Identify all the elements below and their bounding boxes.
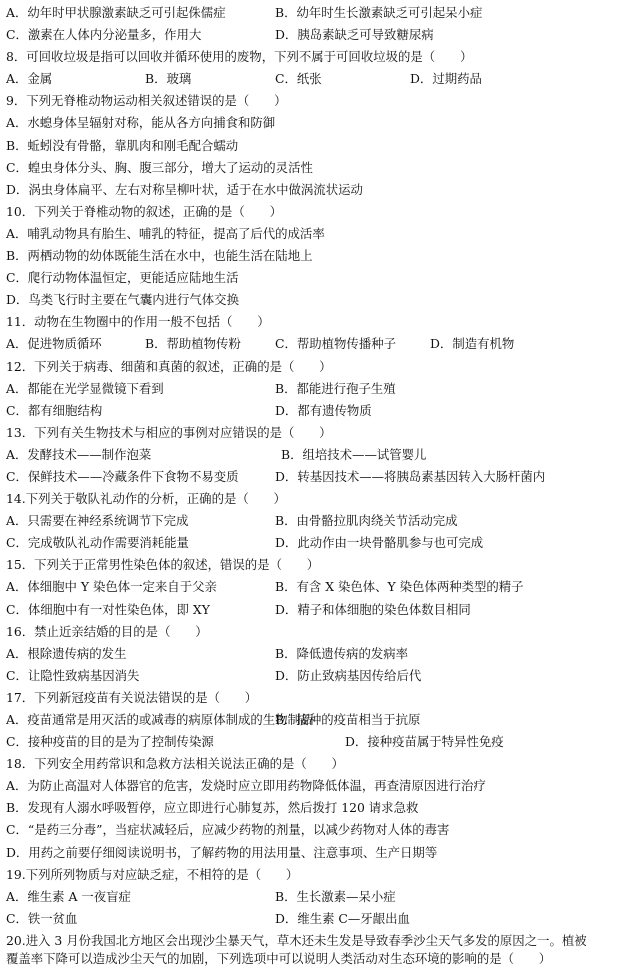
option-a: A．促进物质循环 — [6, 336, 102, 352]
option-row — [0, 709, 640, 731]
option-row — [0, 466, 640, 488]
option-row — [0, 576, 640, 598]
option-a: A．只需要在神经系统调节下完成 — [6, 513, 189, 529]
option-a: A．疫苗通常是用灭活的或减毒的病原体制成的生物制品 — [6, 712, 313, 727]
question-line: 16．禁止近亲结婚的目的是（ ） — [6, 623, 208, 639]
option-row — [0, 400, 640, 422]
option-a: C．铁一贫血 — [6, 910, 78, 926]
cut-off-line — [0, 951, 640, 967]
option-a: A．根除遗传病的发生 — [6, 645, 127, 661]
option-d: D．制造有机物 — [430, 336, 515, 352]
option-row — [0, 510, 640, 532]
option-a: C．完成敬队礼动作需要消耗能量 — [6, 535, 189, 551]
question-line: 9．下列无脊椎动物运动相关叙述错误的是（ ） — [6, 93, 287, 109]
option-b: B．有含 X 染色体、Y 染色体两种类型的精子 — [275, 579, 524, 595]
option-row — [0, 68, 640, 90]
question-line: 13．下列有关生物技术与相应的事例对应错误的是（ ） — [6, 424, 332, 440]
option-a: A．体细胞中 Y 染色体一定来自于父亲 — [6, 579, 217, 595]
question-line: B．两栖动物的幼体既能生活在水中，也能生活在陆地上 — [6, 248, 313, 264]
option-b: B．玻璃 — [145, 71, 192, 87]
option-b: D．此动作由一块骨骼肌参与也可完成 — [275, 535, 484, 551]
question-line: B．发现有人溺水呼吸暂停，应立即进行心肺复苏，然后拨打 120 请求急救 — [6, 800, 419, 816]
option-c: C．帮助植物传播种子 — [275, 336, 396, 352]
option-a: A．幼年时甲状腺激素缺乏可引起侏儒症 — [6, 5, 226, 20]
option-row — [0, 333, 640, 355]
option-b: B．由骨骼拉肌肉绕关节活动完成 — [275, 513, 458, 529]
option-a: C．体细胞中有一对性染色体，即 XY — [6, 601, 210, 617]
option-b: B．接种的疫苗相当于抗原 — [275, 712, 421, 727]
option-b: D．胰岛素缺乏可导致糖尿病 — [275, 27, 434, 43]
question-line: 8．可回收垃圾是指可以回收并循环使用的废物，下列不属于可回收垃圾的是（ ） — [6, 49, 473, 65]
option-a: C．保鲜技术——冷藏条件下食物不易变质 — [6, 468, 239, 484]
option-row — [0, 378, 640, 400]
option-row — [0, 2, 640, 24]
question-line: 14.下列关于敬队礼动作的分析，正确的是（ ） — [6, 491, 286, 507]
question-line: 19.下列所列物质与对应缺乏症，不相符的是（ ） — [6, 866, 299, 882]
option-a: A．金属 — [6, 71, 53, 87]
question-line: A．水螅身体呈辐射对称，能从各方向捕食和防御 — [6, 115, 276, 131]
option-row — [0, 643, 640, 665]
option-b: B．组培技术——试管婴儿 — [281, 446, 427, 462]
option-b: D．维生素 C—牙龈出血 — [275, 910, 410, 926]
question-line: D．用药之前要仔细阅读说明书，了解药物的用法用量、注意事项、生产日期等 — [6, 844, 438, 860]
option-b: B．生长激素—呆小症 — [275, 888, 396, 904]
option-b: D．接种疫苗属于特异性免疫 — [345, 734, 504, 750]
option-row — [0, 444, 640, 466]
option-d: D．过期药品 — [410, 71, 482, 87]
option-row — [0, 665, 640, 687]
question-line: C．蝗虫身体分头、胸、腹三部分，增大了运动的灵活性 — [6, 159, 313, 175]
option-a: A．发酵技术——制作泡菜 — [6, 446, 152, 462]
question-line: D．涡虫身体扁平、左右对称呈柳叶状，适于在水中做涡流状运动 — [6, 181, 363, 197]
question-line: D．鸟类飞行时主要在气囊内进行气体交换 — [6, 292, 239, 308]
question-line: 18．下列安全用药常识和急救方法相关说法正确的是（ ） — [6, 756, 344, 772]
option-b: B．幼年时生长激素缺乏可引起呆小症 — [275, 5, 483, 20]
cut-off-text: 覆盖率下降可以造成沙尘天气的加剧，下列选项中可以说明人类活动对生态环境的影响的是（ ） — [6, 951, 552, 967]
option-b: D．防止致病基因传给后代 — [275, 667, 422, 683]
question-line: C．“是药三分毒”，当症状减轻后，应减少药物的剂量，以减少药物对人体的毒害 — [6, 822, 450, 838]
question-line: 15．下列关于正常男性染色体的叙述，错误的是（ ） — [6, 557, 320, 573]
question-line: 10．下列关于脊椎动物的叙述，正确的是（ ） — [6, 203, 282, 219]
option-row — [0, 908, 640, 930]
option-a: C．都有细胞结构 — [6, 402, 103, 418]
option-c: C．纸张 — [275, 71, 322, 87]
option-b: D．都有遗传物质 — [275, 402, 372, 418]
option-row — [0, 532, 640, 554]
option-a: A．都能在光学显微镜下看到 — [6, 380, 164, 396]
option-a: A．维生素 A 一夜盲症 — [6, 888, 131, 904]
question-line: A．哺乳动物具有胎生、哺乳的特征，提高了后代的成活率 — [6, 225, 325, 241]
option-a: C．让隐性致病基因消失 — [6, 667, 140, 683]
question-line: B．蚯蚓没有骨骼，靠肌肉和刚毛配合蠕动 — [6, 137, 239, 153]
question-line: 20.进入 3 月份我国北方地区会出现沙尘暴天气，草木还未生发是导致春季沙尘天气多发的原因之一。植被 — [6, 932, 587, 948]
option-b: B．都能进行孢子生殖 — [275, 380, 396, 396]
option-row — [0, 886, 640, 908]
question-line: 11．动物在生物圈中的作用一般不包括（ ） — [6, 314, 270, 330]
question-line: A．为防止高温对人体器官的危害，发烧时应立即用药物降低体温，再查清原因进行治疗 — [6, 778, 486, 794]
option-row — [0, 24, 640, 46]
option-b: D．精子和体细胞的染色体数目相同 — [275, 601, 471, 617]
option-b: B．帮助植物传粉 — [145, 336, 241, 352]
question-line: 12．下列关于病毒、细菌和真菌的叙述，正确的是（ ） — [6, 358, 332, 374]
question-line: C．爬行动物体温恒定，更能适应陆地生活 — [6, 270, 239, 286]
option-row — [0, 731, 640, 753]
option-a: C．激素在人体内分泌量多，作用大 — [6, 27, 202, 43]
option-b: D．转基因技术——将胰岛素基因转入大肠杆菌内 — [275, 468, 546, 484]
question-line: 17．下列新冠疫苗有关说法错误的是（ ） — [6, 689, 258, 705]
option-row — [0, 599, 640, 621]
option-b: B．降低遗传病的发病率 — [275, 645, 409, 661]
option-a: C．接种疫苗的目的是为了控制传染源 — [6, 734, 214, 750]
